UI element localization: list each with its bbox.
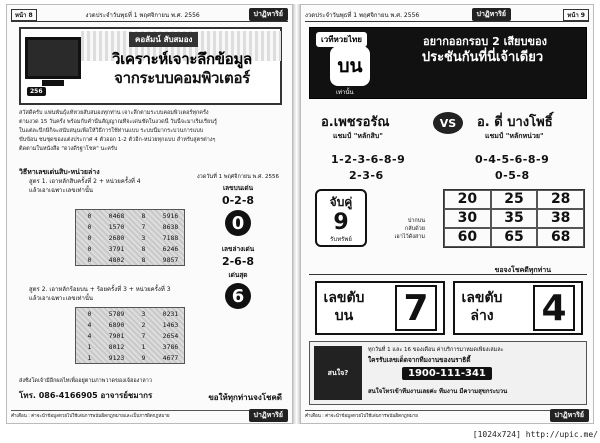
- grid-cell: 68: [537, 228, 584, 247]
- table-cell: 0231: [162, 309, 179, 318]
- upper-digit-label-1: เลขตับ: [323, 290, 365, 306]
- left-header: [11, 8, 288, 22]
- table-cell: 1: [87, 353, 92, 362]
- header-date: งวดประจำวันพุธที่ 1 พฤศจิกายน พ.ศ. 2556: [305, 11, 420, 19]
- body-line: ตามงวด 15 วันครั้ง พร้อมกับคำนั้นสัญญาณที่จะเด่นชัดในงวดนี้ วันนี้จะมาเริ่มเรียนรู้: [19, 119, 217, 125]
- promo-line-2: ใครรับเลขเด็ดจากทีมงานของนราธิตี้: [368, 356, 471, 364]
- brand-logo: ปาฏิหาริย์: [249, 8, 288, 21]
- prediction-date: งวดวันที่ 1 พฤศจิกายน พ.ศ. 2556: [197, 174, 279, 180]
- table-cell: 4: [87, 331, 92, 340]
- table-cell: 7: [141, 331, 146, 340]
- left-page: [6, 4, 293, 424]
- top-numbers: 0-2-8: [221, 194, 255, 207]
- stats-table-2: [75, 307, 185, 364]
- formula-1-line-2: แล้วเอาเฉพาะเลขเท่านั้น: [29, 187, 94, 194]
- table-cell: 7188: [162, 233, 179, 242]
- lower-digit-card: [453, 281, 583, 335]
- upper-digit-value: 7: [395, 285, 437, 331]
- table-row: [76, 341, 184, 352]
- table-cell: 7901: [108, 331, 125, 340]
- grid-cell: 65: [491, 228, 538, 247]
- pair-label-count: 9: [333, 210, 349, 235]
- pair-note-2: กลับด้วย: [404, 226, 425, 232]
- upper-digit-label-2: บน: [334, 308, 354, 324]
- good-luck-text: ขอให้ทุกท่านจงโชคดี: [208, 393, 282, 402]
- table-cell: 5789: [108, 309, 125, 318]
- table-cell: 1: [141, 342, 146, 351]
- page-number: หน้า 9: [563, 9, 589, 21]
- promo-phone: 1900-111-341: [402, 367, 492, 380]
- left-footer: [19, 377, 282, 402]
- stats-table-1: [75, 209, 185, 266]
- versus-panel: [309, 109, 587, 149]
- upper-only-badge: บน: [330, 46, 370, 86]
- pair-note-1: ปากบน: [407, 218, 425, 224]
- table-cell: 0: [87, 211, 92, 220]
- spine: [293, 4, 300, 424]
- right-sequence-1: 0-4-5-6-8-9: [475, 153, 550, 166]
- table-row: [76, 308, 184, 319]
- table-cell: 9857: [162, 255, 179, 264]
- left-expert-title: แชมป์ "หลักสิบ": [333, 132, 383, 140]
- prediction-panel: [193, 173, 283, 309]
- table-cell: 1: [87, 342, 92, 351]
- table-cell: 0: [87, 233, 92, 242]
- left-sequence-2: 2-3-6: [349, 169, 384, 182]
- table-cell: 4: [87, 320, 92, 329]
- promo-line-3: สนใจโทรเข้าทีมงานเลยค่ะ ทีมงาน มีความสุขกระบวน: [368, 388, 508, 395]
- table-cell: 8012: [108, 342, 125, 351]
- table-cell: 3786: [162, 342, 179, 351]
- badge-number: 256: [27, 87, 46, 96]
- lower-digit-label: [461, 289, 503, 325]
- brand-logo: ปาฏิหาริย์: [472, 8, 511, 21]
- table-cell: 9: [141, 353, 146, 362]
- showdown-banner: [309, 27, 587, 99]
- grid-row: [444, 190, 584, 209]
- lower-digit-label-2: ล่าง: [470, 308, 494, 324]
- body-line: สวัสดีครับ แฟนพันธุ์แท้หวยสับสมองทุกท่าน เจาะลึกตามระบบคอมพิวเตอร์ทุกครั้ง: [19, 110, 209, 116]
- bottom-label: เลขล่างเด่น: [221, 245, 255, 253]
- formula-title: วิธีหาเลขเด่นสิบ-หน่วยล่าง: [19, 168, 100, 176]
- right-foot-bar: [305, 410, 589, 420]
- table-cell: 5916: [162, 211, 179, 220]
- right-expert-title: แชมป์ "หลักหน่วย": [485, 132, 544, 140]
- table-cell: 8: [141, 211, 146, 220]
- table-cell: 3791: [108, 244, 125, 253]
- right-header: [305, 8, 589, 22]
- table-row: [76, 352, 184, 363]
- table-cell: 4802: [108, 255, 125, 264]
- image-watermark: [1024x724] http://upic.me/: [472, 430, 598, 439]
- formula-1-line-1: สูตร 1. เอาหลักสิบครั้งที่ 2 + หน่วยครั้งที่ 4: [29, 178, 141, 185]
- table-cell: 8638: [162, 222, 179, 231]
- promo-ad: สนใจ?: [314, 346, 362, 400]
- table-cell: 1463: [162, 320, 179, 329]
- upper-only-sub: เท่านั้น: [336, 89, 354, 96]
- foot-brand: ปาฏิหาริย์: [249, 409, 288, 422]
- table-cell: 6246: [162, 244, 179, 253]
- luck-bar: ขอจงโชคดีทุกท่าน: [309, 265, 587, 275]
- table-cell: 2654: [162, 331, 179, 340]
- pair-label-title: จับคู่: [329, 195, 353, 209]
- right-sequence-2: 0-5-8: [495, 169, 530, 182]
- body-line: ขับข้อน ชนชุดของแต่งประกาศ 4 ตัวออก 1-2 ตัวอีก-หน่วยทุกแบบ สำหรับสูตรต่างๆ: [19, 137, 216, 143]
- table-cell: 0468: [108, 211, 125, 220]
- table-cell: 8: [141, 255, 146, 264]
- pair-notes: [377, 217, 425, 241]
- table-cell: 6890: [108, 320, 125, 329]
- table-row: [76, 243, 184, 254]
- headline-line-1: วิเคราะห์เจาะลึกข้อมูล: [112, 50, 252, 68]
- lower-digit-value: 4: [533, 285, 575, 331]
- left-foot-bar: [11, 410, 288, 420]
- promo-line-1: ทุกวันที่ 1 และ 16 ของเดือน ค่าบริการมาหมดเพียงเล่มละ: [368, 347, 504, 353]
- table-cell: 2680: [108, 233, 125, 242]
- pair-grid: [443, 189, 585, 248]
- page-number: หน้า 8: [11, 9, 37, 21]
- formula-2-line-2: แล้วเอาเฉพาะเลขเท่านั้น: [29, 295, 94, 302]
- table-cell: 0: [87, 255, 92, 264]
- table-cell: 0: [87, 309, 92, 318]
- upper-digit-card: [315, 281, 445, 335]
- grid-row: [444, 228, 584, 247]
- best-label: เด่นสุด: [228, 271, 248, 279]
- table-row: [76, 254, 184, 265]
- footer-note: ส่งซิงโดเจ้ามีอีกผลไทเพื่ออยู่ตามภาพวาดของเจ้ฮองาลาว: [19, 378, 152, 384]
- table-cell: 0: [87, 244, 92, 253]
- grid-cell: 28: [537, 190, 584, 209]
- grid-row: [444, 209, 584, 228]
- body-line: ในแต่ละปีกษีก็จะสนับสนุนเพื่อให้วิธีการใช้ท่านแบบ ระบบนี้มากระบวนการแบบ: [19, 128, 204, 134]
- formula-1: [29, 177, 141, 195]
- stage-logo: เวทีหวยไทย: [316, 32, 367, 47]
- table-cell: 2: [141, 320, 146, 329]
- table-row: [76, 232, 184, 243]
- grid-cell: 60: [444, 228, 491, 247]
- table-cell: 9123: [108, 353, 125, 362]
- warning-text: คำเตือน : ค่าจะนำข้อมูลหวยไปใช้เล่นการพนันผิดกฎหมาย: [305, 414, 418, 419]
- formula-2: [29, 285, 171, 303]
- table-cell: 3: [141, 309, 146, 318]
- grid-cell: 25: [491, 190, 538, 209]
- formula-2-line-1: สูตร 2. เอาหลักร้อยบน + ร้อยครั้งที่ 3 + หน่วยครั้งที่ 3: [29, 286, 171, 293]
- intro-paragraph: [19, 109, 282, 154]
- bottom-highlight: 6: [225, 283, 251, 309]
- contact-phone: โทร. 086-4166905 อาจารย์ชมากร: [19, 391, 153, 400]
- upper-digit-label: [323, 289, 365, 325]
- pair-label-sub: รับทรัพย์: [330, 236, 352, 243]
- banner-title-1: อยากออกรอบ 2 เสียบของ: [423, 35, 547, 48]
- top-label: เลขบนเด่น: [222, 184, 254, 192]
- table-cell: 8: [141, 244, 146, 253]
- table-row: [76, 221, 184, 232]
- lower-digit-label-1: เลขตับ: [461, 290, 503, 306]
- headline-banner: [19, 27, 282, 105]
- body-line: ติดตามในหนังสือ "ดวงดีรฐาโชค" นะครับ: [19, 146, 118, 152]
- pair-note-3: เอาไว้ดังสาม: [394, 234, 425, 240]
- column-kicker: คอลัมน์ สับสมอง: [129, 32, 198, 47]
- grid-cell: 35: [491, 209, 538, 228]
- computer-icon: [25, 37, 81, 79]
- table-row: [76, 330, 184, 341]
- left-sequence-1: 1-2-3-6-8-9: [331, 153, 406, 166]
- bottom-numbers: 2-6-8: [221, 255, 255, 268]
- pair-label-box: [315, 189, 367, 247]
- table-row: [76, 210, 184, 221]
- table-row: [76, 319, 184, 330]
- right-page: [300, 4, 594, 424]
- grid-cell: 30: [444, 209, 491, 228]
- table-cell: 1570: [108, 222, 125, 231]
- grid-cell: 38: [537, 209, 584, 228]
- right-expert-name: อ. ดี่ บางโพธิ์: [477, 115, 553, 130]
- top-highlight: 0: [225, 210, 251, 236]
- table-cell: 7: [141, 222, 146, 231]
- promo-box: [309, 341, 587, 405]
- table-cell: 0: [87, 222, 92, 231]
- vs-badge: VS: [433, 112, 463, 134]
- warning-text: คำเตือน : ค่าจะนำข้อมูลหวยไปใช้เล่นการพนันผิดกฎหมายและเป็นการผิดกฎหมาย: [11, 414, 170, 419]
- header-date: งวดประจำวันพุธที่ 1 พฤศจิกายน พ.ศ. 2556: [85, 11, 200, 19]
- table-cell: 4677: [162, 353, 179, 362]
- grid-cell: 20: [444, 190, 491, 209]
- left-expert-name: อ.เพชรอรัณ: [321, 115, 390, 130]
- pair-numbers-section: [315, 187, 587, 259]
- banner-title-2: ประชันกันที่นี่เจ้าเดียว: [421, 50, 544, 65]
- headline-line-2: จากระบบคอมพิวเตอร์: [114, 69, 250, 87]
- foot-brand: ปาฏิหาริย์: [550, 409, 589, 422]
- table-cell: 3: [141, 233, 146, 242]
